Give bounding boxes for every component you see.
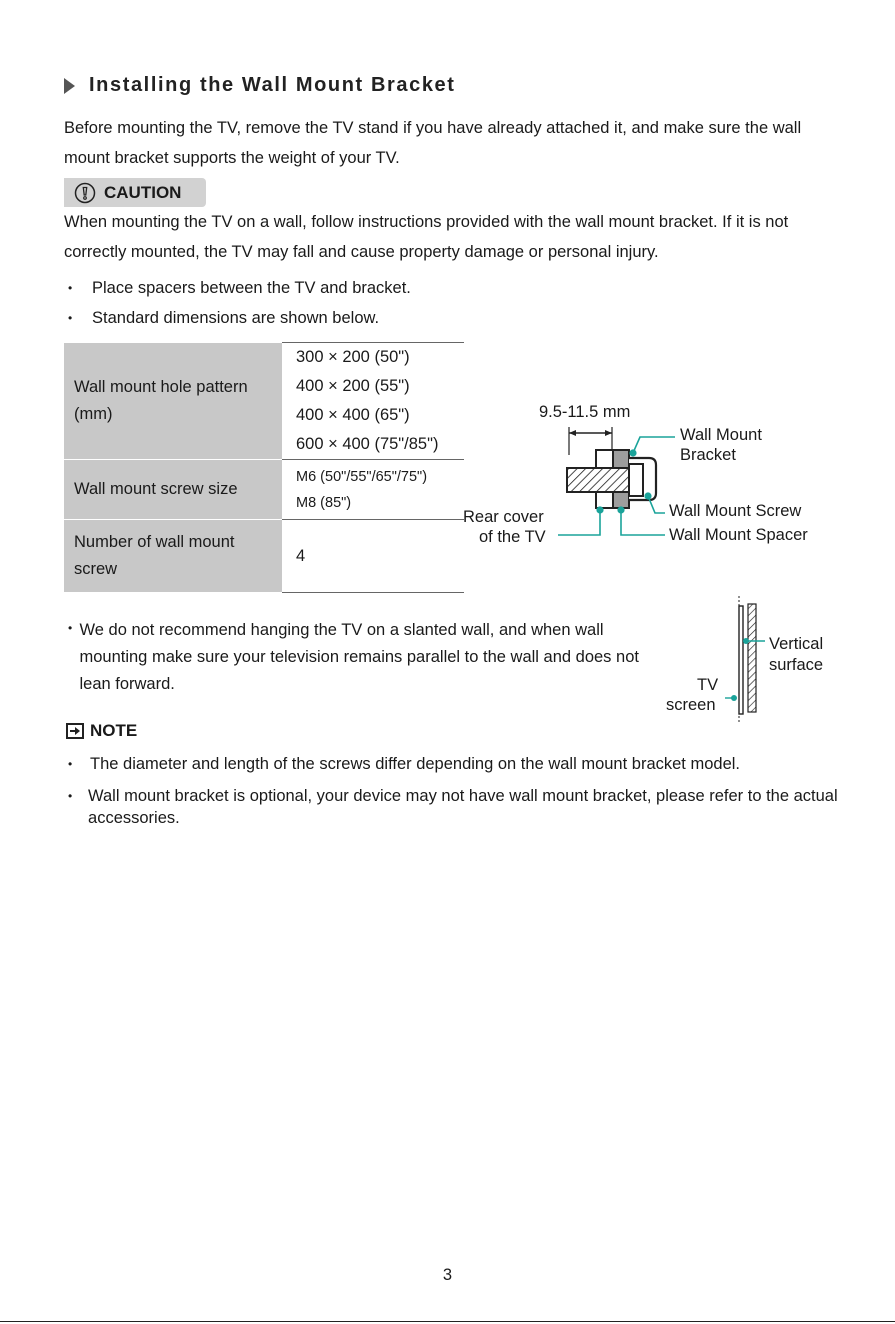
row-label-screw-size: Wall mount screw size <box>64 460 282 520</box>
table-row <box>64 520 464 593</box>
row-label-hole-pattern: Wall mount hole pattern (mm) <box>64 343 282 460</box>
rear-cover-label-line2: of the TV <box>479 528 546 546</box>
vertical-surface-line1: Vertical <box>769 635 824 653</box>
bracket-label-line2: Bracket <box>680 446 736 464</box>
note-tag <box>66 721 137 741</box>
rear-cover-top <box>596 450 613 468</box>
spacer-bottom <box>613 492 629 508</box>
arrowhead-right-icon <box>605 430 612 436</box>
tv-screen-panel <box>739 606 743 714</box>
screw-head <box>629 464 643 496</box>
caution-tag <box>64 178 206 207</box>
bottom-rule <box>0 1321 895 1322</box>
arrowhead-left-icon <box>569 430 576 436</box>
heading-text: Installing the Wall Mount Bracket <box>89 74 456 96</box>
caution-label: CAUTION <box>104 182 182 202</box>
row-label-screw-count: Number of wall mount screw <box>64 520 282 593</box>
bracket-leader <box>633 437 675 453</box>
page-number: 3 <box>442 1266 453 1284</box>
caution-icon <box>74 182 96 204</box>
bullet-spacers: • Place spacers between the TV and bracket. <box>68 279 411 297</box>
vertical-surface-line2: surface <box>769 656 824 674</box>
rear-cover-label-line1: Rear cover <box>463 508 544 526</box>
tv-screen-line1: TV <box>697 676 719 694</box>
screw-shaft <box>567 468 629 492</box>
intro-paragraph: Before mounting the TV, remove the TV stand if you have already attached it, and make sure the wall mount bracket supports the weight of your TV. <box>64 119 802 167</box>
bullet-slanted-wall: • We do not recommend hanging the TV on a slanted wall, and when wall mounting make sure your television remains parallel to the wall and does not lean forward. <box>68 621 639 693</box>
wall-diagram <box>725 596 765 722</box>
bracket-label-line1: Wall Mount <box>680 426 762 444</box>
tv-screen-line2: screen <box>666 696 716 714</box>
note-icon <box>66 723 84 739</box>
spec-table <box>64 342 464 593</box>
rear-leader <box>558 510 600 535</box>
row-values-hole-pattern: 300 × 200 (50") 400 × 200 (55") 400 × 400 (65") 600 × 400 (75"/85") <box>282 343 464 460</box>
spacer-label: Wall Mount Spacer <box>669 526 808 544</box>
triangle-marker-icon <box>64 78 75 94</box>
section-heading <box>64 74 456 97</box>
dimension-label: 9.5-11.5 mm <box>539 403 631 421</box>
note-label: NOTE <box>90 721 138 740</box>
row-values-screw-size: M6 (50"/55"/65"/75") M8 (85") <box>282 460 464 520</box>
bullet-dimensions: • Standard dimensions are shown below. <box>68 309 380 327</box>
table-row <box>64 343 464 460</box>
note-item: • The diameter and length of the screws differ depending on the wall mount bracket model. <box>68 755 740 773</box>
row-values-screw-count: 4 <box>282 520 464 593</box>
rear-cover-bottom <box>596 492 613 508</box>
table-row <box>64 460 464 520</box>
note-item: • Wall mount bracket is optional, your device may not have wall mount bracket, please refer to the actual accessories. <box>68 787 838 827</box>
spacer-top <box>613 450 629 468</box>
caution-text: When mounting the TV on a wall, follow instructions provided with the wall mount bracket. If it is not correctly mounted, the TV may fall and cause property damage or personal injury. <box>64 213 789 261</box>
wall-surface <box>748 604 756 712</box>
screw-label: Wall Mount Screw <box>669 502 802 520</box>
